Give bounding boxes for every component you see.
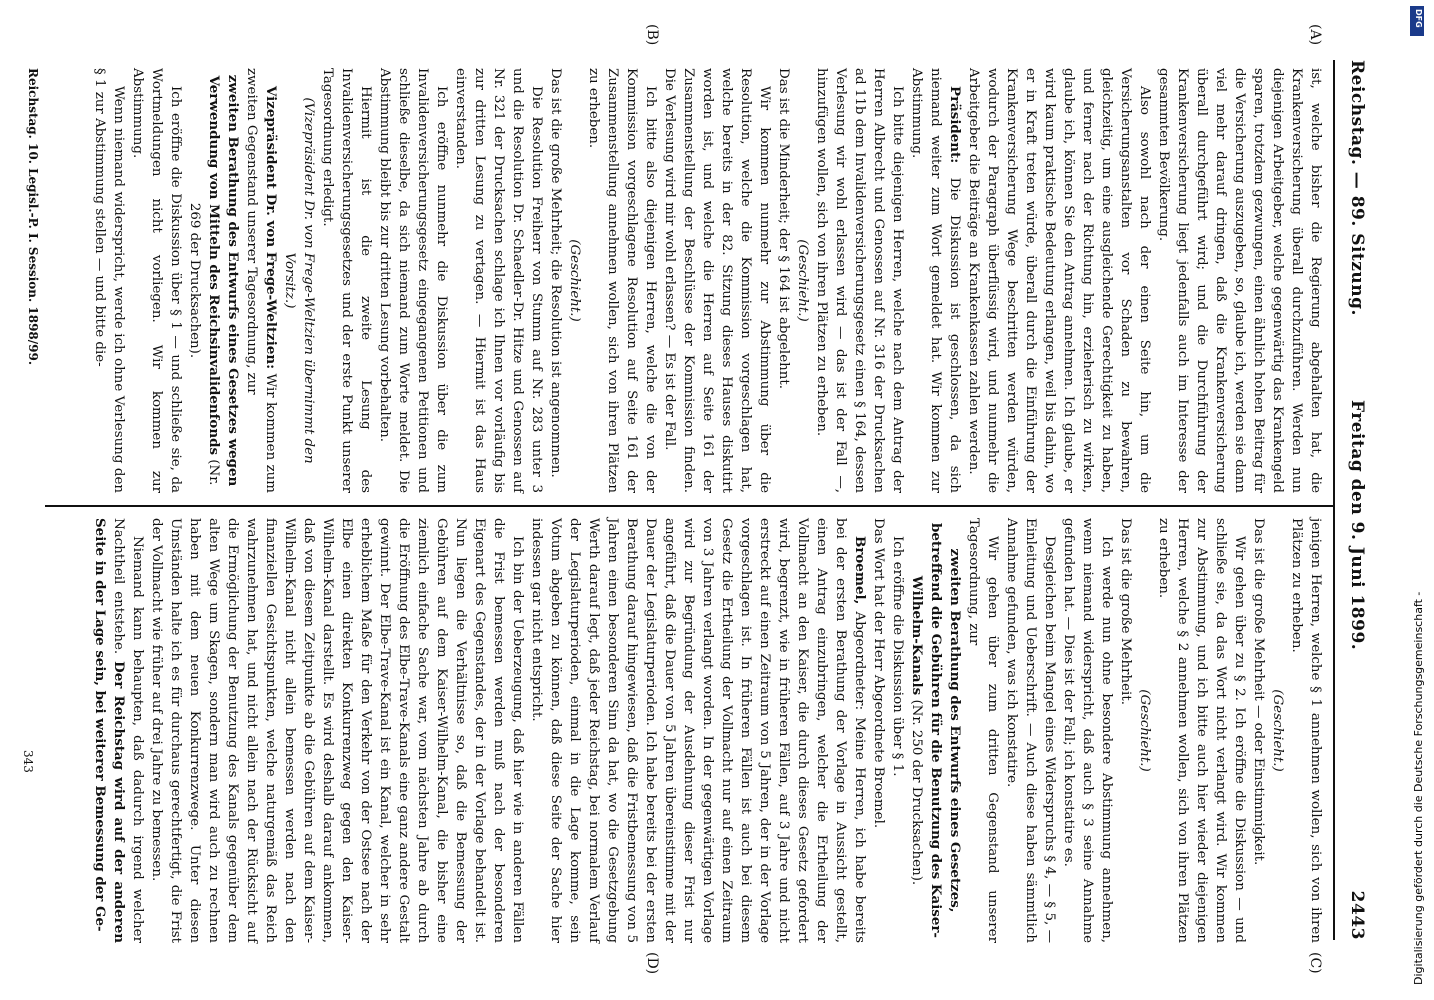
stage-direction: (Geschieht.)	[1137, 689, 1152, 772]
agenda-item-ref: (Nr. 269 der Drucksachen).	[187, 202, 221, 486]
stage-direction: (Geschieht.)	[795, 239, 810, 322]
paragraph: Desgleichen beim Mangel eines Widerspruchs § 4, — § 5, — Einleitung und Ueberschrift. — Auch diese haben sämmtlich Annahme gefunden, was ich konstatire.	[1004, 518, 1057, 943]
agenda-item-title	[185, 68, 242, 493]
right-column	[90, 518, 1325, 943]
margin-marker-a: (A)	[1307, 24, 1323, 46]
column-divider	[45, 505, 1335, 507]
left-column	[90, 68, 1325, 493]
paragraph	[90, 518, 147, 943]
speaker-name: Broemel,	[852, 536, 868, 605]
speech-text-bold: Der Reichstag wird auf der anderen Seite in der Lage sein, bei weiterer Bemessung der Ge-	[92, 518, 127, 943]
paragraph	[907, 68, 964, 493]
agenda-item-ref: (Nr. 250 der Drucksachen).	[909, 699, 924, 886]
paragraph: Ich bitte also diejenigen Herren, welche die von der Kommission vorgeschlagene Resolution auf Seite 161 der Zusammenstellung annehmen wollen, sich von ihren Plätzen zu erheben.	[586, 68, 658, 493]
paragraph: Das ist die große Mehrheit.	[1118, 518, 1133, 705]
paragraph: Also sowohl nach der einen Seite hin, um die Versicherungsanstalten vor Schaden zu bewahren, gleichzeitig, um eine ausgleichende Gerechtigkeit zu haben, und ferner nach der Richtung hin, erzieherisch zu wirken, glaube ich, können Sie den Antrag annehmen. Ich glaube, er wird kaum praktische Bedeutung erlangen, weil bis dahin, wo er in Kraft treten würde, überall durch die Einführung der Krankenversicherung Wege beschritten werden würden, wodurch der Paragraph überflüssig wird, und nunmehr die Arbeitgeber die Beiträge an Krankenkassen zahlen werden.	[966, 68, 1152, 493]
stage-direction: (Geschieht.)	[1270, 689, 1285, 772]
paragraph: Hiermit ist die zweite Lesung des Invalidenversicherungsgesetzes und der erste Punkt unserer Tagesordnung erledigt.	[320, 68, 373, 493]
paragraph: Das Wort hat der Herr Abgeordnete Broemel.	[871, 518, 886, 829]
paragraph: jenigen Herren, welche § 1 annehmen wollen, sich von ihren Plätzen zu erheben.	[1289, 518, 1323, 943]
agenda-item-title	[907, 518, 964, 943]
agenda-item-text: zweiten Berathung des Entwurfs eines Gesetzes wegen Verwendung von Mitteln des Reichsinvalidenfonds	[206, 74, 241, 487]
paragraph	[242, 68, 280, 493]
paragraph: Ich eröffne die Diskussion über § 1 — und schließe sie, da Wortmeldungen nicht vorliegen. Wir kommen zur Abstimmung.	[130, 68, 183, 493]
speech-text: Abgeordneter: Meine Herren, ich habe bereits bei der ersten Berathung der Vorlage in Aussicht gestellt, einen Antrag einzubringen, welcher die Ertheilung der Vollmacht an den Kaiser, die durch dieses Gesetz gefordert wird, begrenzt, wie in früheren Fällen, auf 3 Jahre und nicht erstreckt auf einen Zeitraum von 5 Jahren, der in der Vorlage vorgeschlagen ist. In früheren Fällen ist auch bei diesem Gesetz die Ertheilung der Vollmacht nur auf einen Zeitraum von 3 Jahren verlangt worden. In der gegenwärtigen Vorlage wird zur Begründung der Ausdehnung dieser Frist nur angeführt, daß die Dauer von 5 Jahren übereinstimme mit der Dauer der Legislaturperioden. Ich habe bereits bei der ersten Berathung darauf hingewiesen, daß die Fristbemessung von 5 Jahren einen besonderen Sinn da hat, wo die Gesetzgebung Werth darauf legt, daß jeder Reichstag, bei normalem Verlauf der Legislaturperioden, einmal in die Lage komme, sein Votum abgeben zu können, daß diese Seite der Sache hier indessen gar nicht entspricht.	[529, 518, 867, 943]
speech-text: Wir kommen zum zweiten Gegenstand unserer Tagesordnung, zur	[244, 68, 278, 493]
footer-signature-number: 343	[21, 750, 35, 773]
paragraph: Ich eröffne nunmehr die Diskussion über die zum Invalidenversicherungsgesetz eingegangenen Petitionen und schließe dieselbe, da sich niemand zum Worte meldet. Die Abstimmung bleibt bis zur dritten Lesung vorbehalten.	[377, 68, 449, 493]
header-rule	[1333, 60, 1335, 940]
paragraph: Wir gehen über zum dritten Gegenstand unserer Tagesordnung, zur	[966, 518, 1000, 943]
stage-direction: (Geschieht.)	[567, 239, 582, 322]
stage-direction: (Vizepräsident Dr. von Frege-Weltzien übernimmt den Vorsitz.)	[282, 97, 316, 464]
paragraph: Die Resolution Freiherr von Stumm auf Nr. 283 unter 3 und die Resolution Dr. Schaedler-Dr. Hitze und Genossen auf Nr. 321 der Drucksachen schlage ich Ihnen vor vorläufig bis zur dritten Lesung zu vertagen. — Hiermit ist das Haus einverstanden.	[453, 68, 544, 493]
paragraph: Wir gehen über zu § 2. Ich eröffne die Diskussion — und schließe sie, da das Wort nicht verlangt wird. Wir kommen zur Abstimmung, und ich bitte auch hier wieder diejenigen Herren, welche § 2 annehmen wollen, sich von ihren Plätzen zu erheben.	[1156, 518, 1247, 943]
speech-text: Niemand kann behaupten, daß dadurch irgend welcher Nachtheil entstehe.	[111, 518, 145, 943]
credit-text: Digitalisierung gefördert durch die Deutsche Forschungsgemeinschaft -	[1412, 591, 1425, 985]
footer-reference: Reichstag. 10. Legisl.-P. I. Session. 1898/99.	[26, 68, 40, 366]
speaker-name: Vizepräsident Dr. von Frege-Weltzien:	[263, 86, 279, 370]
paragraph: ist, welche bisher die Regierung abgehalten hat, die Krankenversicherung überall durchzuführen. Werden nun diejenigen Arbeitgeber, welche gegenwärtig das Krankengeld sparen, trotzdem gezwungen, einen ähnlich hohen Beitrag für die Versicherung auszugeben, so, glaube ich, werden sie dann viel mehr darauf dringen, daß die Krankenversicherung überall durchgeführt wird; und die Durchführung der Krankenversicherung liegt jedenfalls auch im Interesse der gesammten Bevölkerung.	[1156, 68, 1323, 493]
margin-marker-b: (B)	[644, 24, 660, 46]
dfg-logo	[1410, 6, 1424, 36]
paragraph: Ich bin der Ueberzeugung, daß hier wie in anderen Fällen die Frist bemessen werden muß nach der besonderen Eigenart des Gegenstandes, der in der Vorlage behandelt ist. Nun liegen die Verhältnisse so, daß die Bemessung der Gebühren auf dem Kaiser-Wilhelm-Kanal, die bisher eine ziemlich einfache Sache war, vom nächsten Jahre ab durch die Eröffnung des Elbe-Trave-Kanals eine ganz andere Gestalt gewinnt. Der Elbe-Trave-Kanal ist ein Kanal, welcher in sehr erheblichem Maße für den Verkehr von der Ostsee nach der Elbe einen direkten Konkurrenzweg gegen den Kaiser-Wilhelm-Kanal darstellt. Es wird deshalb darauf ankommen, daß von diesem Zeitpunkte ab die Gebühren auf dem Kaiser-Wilhelm-Kanal nicht allein bemessen werden nach den finanziellen Gesichtspunkten, welche naturgemäß das Reich wahrzunehmen hat, und nicht allein nach der Rücksicht auf die Ermöglichung der Benutzung des Kanals gegenüber dem alten Wege um Skagen, sondern man wird auch zu rechnen haben mit dem neuen Konkurrenzwege. Unter diesen Umständen halte ich es für durchaus gerechtfertigt, die Frist der Vollmacht wie früher auf drei Jahre zu bemessen.	[149, 518, 525, 943]
header-page-number: 2443	[1347, 890, 1367, 940]
speech-text: Die Diskussion ist geschlossen, da sich niemand weiter zum Wort gemeldet hat. Wir kommen zur Abstimmung.	[909, 68, 962, 493]
page-header	[1339, 60, 1373, 940]
paragraph: Ich werde nun ohne besondere Abstimmung annehmen, wenn niemand widerspricht, daß auch § 3 seine Annahme gefunden hat. — Dies ist der Fall; ich konstatire es.	[1061, 518, 1114, 943]
paragraph: Das ist die Minderheit; der § 164 ist abgelehnt.	[776, 68, 791, 390]
margin-marker-d: (D)	[644, 952, 660, 975]
header-session: Reichstag. — 89. Sitzung.	[1347, 60, 1367, 316]
digitization-credit	[1405, 0, 1434, 1000]
document-page	[5, 0, 1385, 990]
margin-marker-c: (C)	[1307, 952, 1323, 974]
paragraph	[527, 518, 869, 943]
dfg-logo-text: DFG	[1414, 9, 1423, 28]
paragraph: Das ist die große Mehrheit; die Resolution ist angenommen.	[548, 68, 563, 478]
speaker-name: Präsident:	[947, 86, 963, 164]
paragraph: Wir kommen nunmehr zur Abstimmung über die Resolution, welche die Kommission vorgeschlagen hat, welche bereits in der 82. Sitzung dieses Hauses diskutirt worden ist, und welche die Herren auf Seite 161 der Zusammenstellung der Beschlüsse der Kommission finden. Die Verlesung wird mir wohl erlassen? — Es ist der Fall.	[662, 68, 772, 493]
paragraph: Wenn niemand widerspricht, werde ich ohne Verlesung den § 1 zur Abstimmung stellen — und bitte die-	[92, 68, 126, 493]
paragraph: Ich bitte diejenigen Herren, welche nach dem Antrag der Herren Albrecht und Genossen auf Nr. 316 der Drucksachen ad 11b dem Invalidenversicherungsgesetz einen § 164, dessen Verlesung wir wohl erlassen wird — das ist der Fall —, hinzufügen wollen, sich von ihren Plätzen zu erheben.	[814, 68, 905, 493]
agenda-item-text: zweiten Berathung des Entwurfs eines Gesetzes, betreffend die Gebühren für die Benutzung des Kaiser-Wilhelm-Kanals	[909, 523, 963, 938]
paragraph: Ich eröffne die Diskussion über § 1.	[890, 536, 905, 777]
header-date: Freitag den 9. Juni 1899.	[1347, 400, 1367, 651]
paragraph: Das ist die große Mehrheit — oder Einstimmigkeit.	[1251, 518, 1266, 866]
